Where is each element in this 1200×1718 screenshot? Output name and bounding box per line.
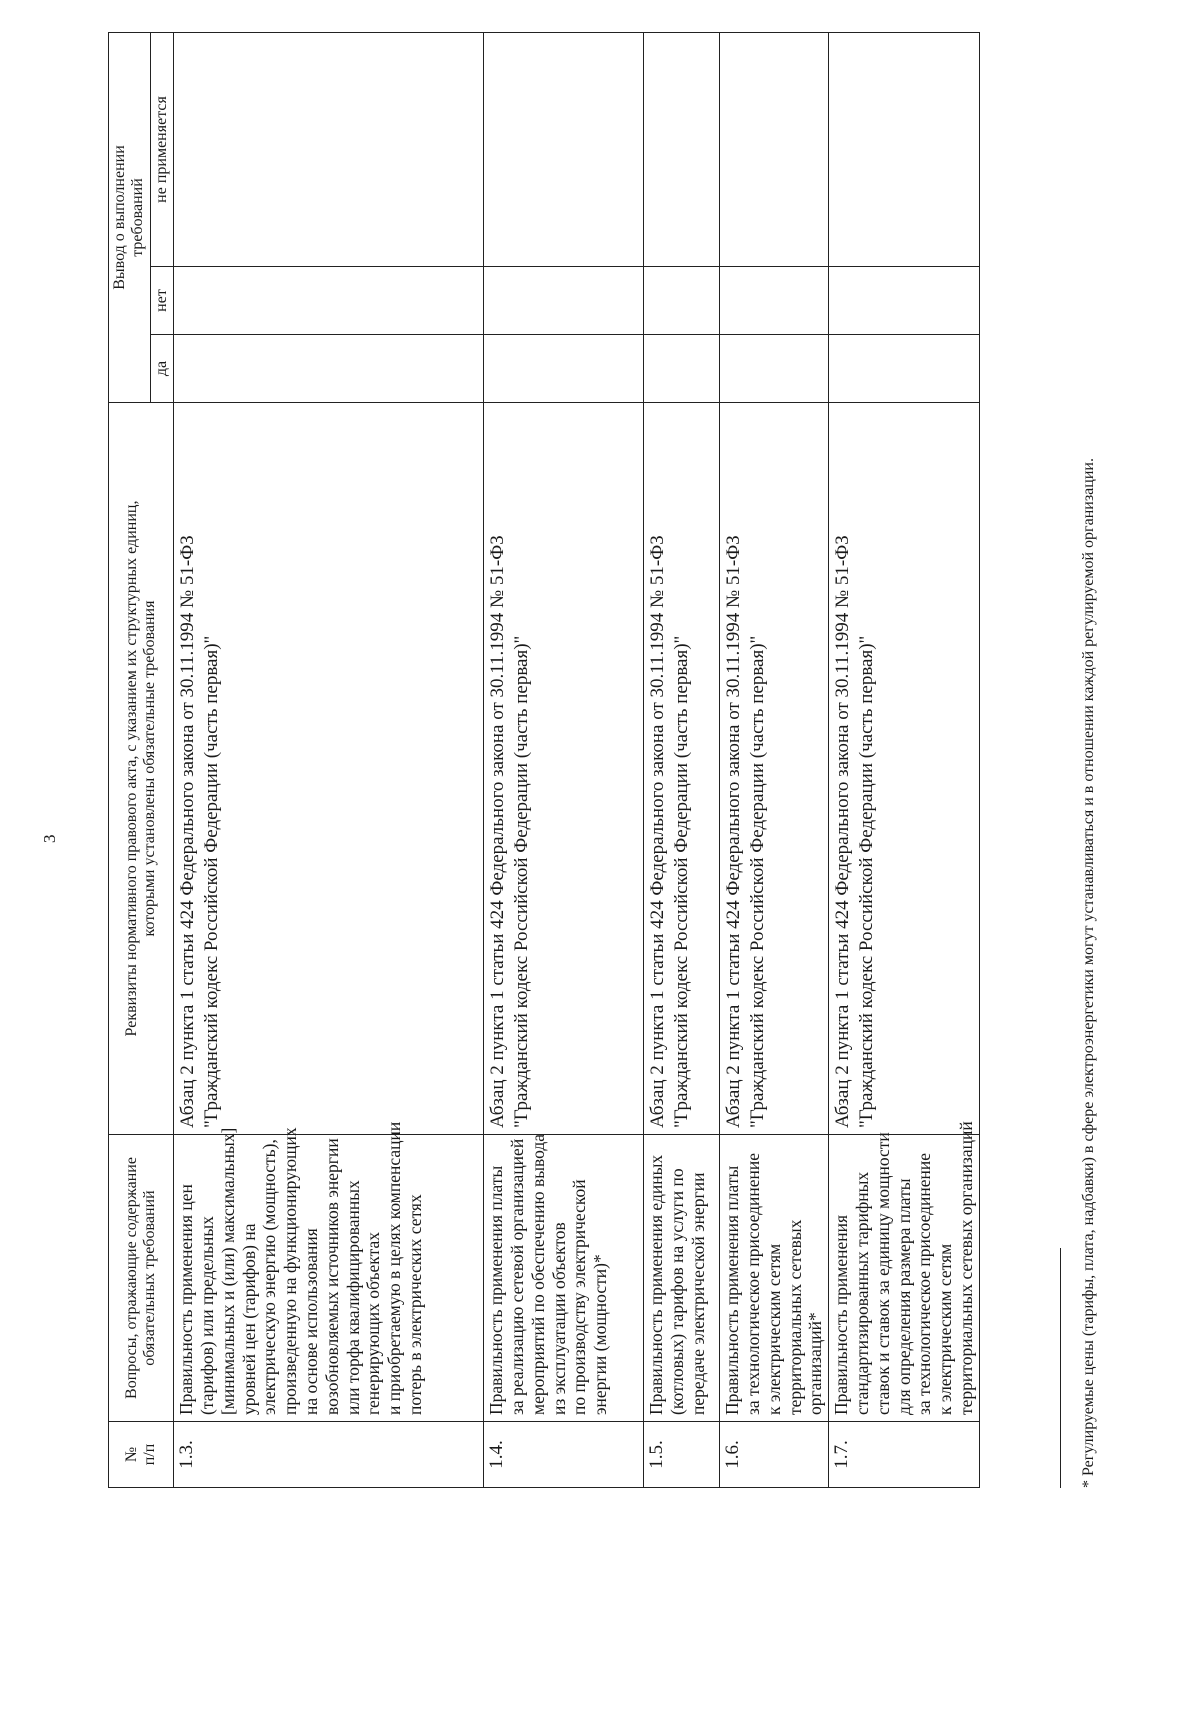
row-number: 1.3.	[174, 1422, 484, 1488]
row-number: 1.7.	[829, 1422, 980, 1488]
row-number: 1.4.	[484, 1422, 644, 1488]
question-line: для определения размера платы	[893, 1178, 914, 1415]
table-row	[174, 33, 484, 1488]
question-line: энергии (мощности)*	[590, 1254, 611, 1415]
requisites-cell	[829, 403, 980, 1135]
table-row	[829, 33, 980, 1488]
requisite-line: "Гражданский кодекс Российской Федерации (часть первая)"	[670, 635, 692, 1128]
question-line: [минимальных и (или) максимальных]	[217, 1127, 238, 1415]
no-cell	[174, 267, 484, 335]
question-cell	[644, 1135, 720, 1422]
header-yes: да	[150, 335, 173, 403]
requisites-cell	[174, 403, 484, 1135]
question-line: по производству электрической	[569, 1179, 590, 1415]
page-number: 3	[40, 834, 59, 843]
no-cell	[644, 267, 720, 335]
header-conclusion: Вывод о выполнении требований	[109, 33, 151, 403]
question-line: к электрическим сетям	[935, 1243, 956, 1415]
requisite-line: "Гражданский кодекс Российской Федерации (часть первая)"	[746, 635, 768, 1128]
question-line: за реализацию сетевой организацией	[506, 1138, 527, 1415]
question-line: уровней цен (тарифов) на	[238, 1223, 259, 1415]
requisite-line: Абзац 2 пункта 1 статьи 424 Федерального закона от 30.11.1994 № 51-ФЗ	[487, 535, 509, 1128]
table-row	[720, 33, 829, 1488]
yes-cell	[484, 335, 644, 403]
yes-cell	[174, 335, 484, 403]
question-line: (котловых) тарифов на услуги по	[666, 1168, 687, 1415]
question-line: мероприятий по обеспечению вывода	[527, 1133, 548, 1415]
question-line: территориальных сетевых	[784, 1219, 805, 1415]
question-line: Правильность применения платы	[486, 1165, 507, 1415]
header-not-applicable: не применяется	[150, 33, 173, 267]
question-line: на основе использования	[301, 1228, 322, 1415]
header-question: Вопросы, отражающие содержание обязательных требований	[109, 1135, 174, 1422]
footnote: * Регулируемые цены (тарифы, плата, надбавки) в сфере электроэнергетики могут устанавливаться и в отношении каждой регулируемой организации.	[1080, 458, 1097, 1488]
requirements-table	[108, 32, 980, 1488]
question-line: потерь в электрических сетях	[405, 1194, 426, 1415]
no-cell	[829, 267, 980, 335]
question-line: к электрическим сетям	[763, 1243, 784, 1415]
question-line: произведенную на функционирующих	[280, 1127, 301, 1415]
requisite-line: Абзац 2 пункта 1 статьи 424 Федерального закона от 30.11.1994 № 51-ФЗ	[723, 535, 745, 1128]
no-cell	[720, 267, 829, 335]
not-applicable-cell	[644, 33, 720, 267]
question-line: генерирующих объектах	[363, 1232, 384, 1415]
question-line: территориальных сетевых организаций	[956, 1121, 977, 1415]
question-cell	[484, 1135, 644, 1422]
requisite-line: Абзац 2 пункта 1 статьи 424 Федерального закона от 30.11.1994 № 51-ФЗ	[832, 535, 854, 1128]
row-number: 1.6.	[720, 1422, 829, 1488]
question-cell	[174, 1121, 484, 1422]
table-row	[644, 33, 720, 1488]
not-applicable-cell	[484, 33, 644, 267]
requisite-line: "Гражданский кодекс Российской Федерации (часть первая)"	[200, 635, 222, 1128]
header-requisites: Реквизиты нормативного правового акта, с указанием их структурных единиц, которыми установлены обязательные требования	[109, 403, 174, 1135]
question-line: Правильность применения цен	[176, 1184, 197, 1415]
question-line: (тарифов) или предельных	[196, 1216, 217, 1415]
question-line: из эксплуатации объектов	[548, 1222, 569, 1415]
question-cell	[720, 1135, 829, 1422]
question-cell	[829, 1121, 980, 1422]
question-line: возобновляемых источников энергии	[321, 1138, 342, 1415]
requisites-cell	[720, 403, 829, 1135]
header-number: № п/п	[109, 1422, 174, 1488]
question-line: Правильность применения единых	[646, 1154, 667, 1415]
requisites-cell	[644, 403, 720, 1135]
question-line: за технологическое присоединение	[742, 1152, 763, 1415]
question-line: стандартизированных тарифных	[852, 1171, 873, 1415]
question-line: и приобретаемую в целях компенсации	[384, 1121, 405, 1415]
question-line: Правильность применения платы	[722, 1165, 743, 1415]
question-line: ставок и ставок за единицу мощности	[872, 1132, 893, 1415]
table-header-row	[109, 33, 151, 1488]
not-applicable-cell	[720, 33, 829, 267]
yes-cell	[829, 335, 980, 403]
question-line: или торфа квалифицированных	[342, 1180, 363, 1415]
header-no: нет	[150, 267, 173, 335]
question-line: электрическую энергию (мощность),	[259, 1139, 280, 1415]
requisite-line: "Гражданский кодекс Российской Федерации (часть первая)"	[510, 635, 532, 1128]
question-line: передаче электрической энергии	[687, 1172, 708, 1415]
not-applicable-cell	[174, 33, 484, 267]
requisite-line: Абзац 2 пункта 1 статьи 424 Федерального закона от 30.11.1994 № 51-ФЗ	[647, 535, 669, 1128]
requisite-line: "Гражданский кодекс Российской Федерации (часть первая)"	[855, 635, 877, 1128]
row-number: 1.5.	[644, 1422, 720, 1488]
yes-cell	[644, 335, 720, 403]
yes-cell	[720, 335, 829, 403]
requisites-cell	[484, 403, 644, 1135]
not-applicable-cell	[829, 33, 980, 267]
table-row	[484, 33, 644, 1488]
footnote-rule	[1060, 1248, 1061, 1488]
requisite-line: Абзац 2 пункта 1 статьи 424 Федерального закона от 30.11.1994 № 51-ФЗ	[177, 535, 199, 1128]
question-line: организаций*	[805, 1312, 826, 1415]
question-line: Правильность применения	[831, 1214, 852, 1415]
no-cell	[484, 267, 644, 335]
question-line: за технологическое присоединение	[914, 1152, 935, 1415]
